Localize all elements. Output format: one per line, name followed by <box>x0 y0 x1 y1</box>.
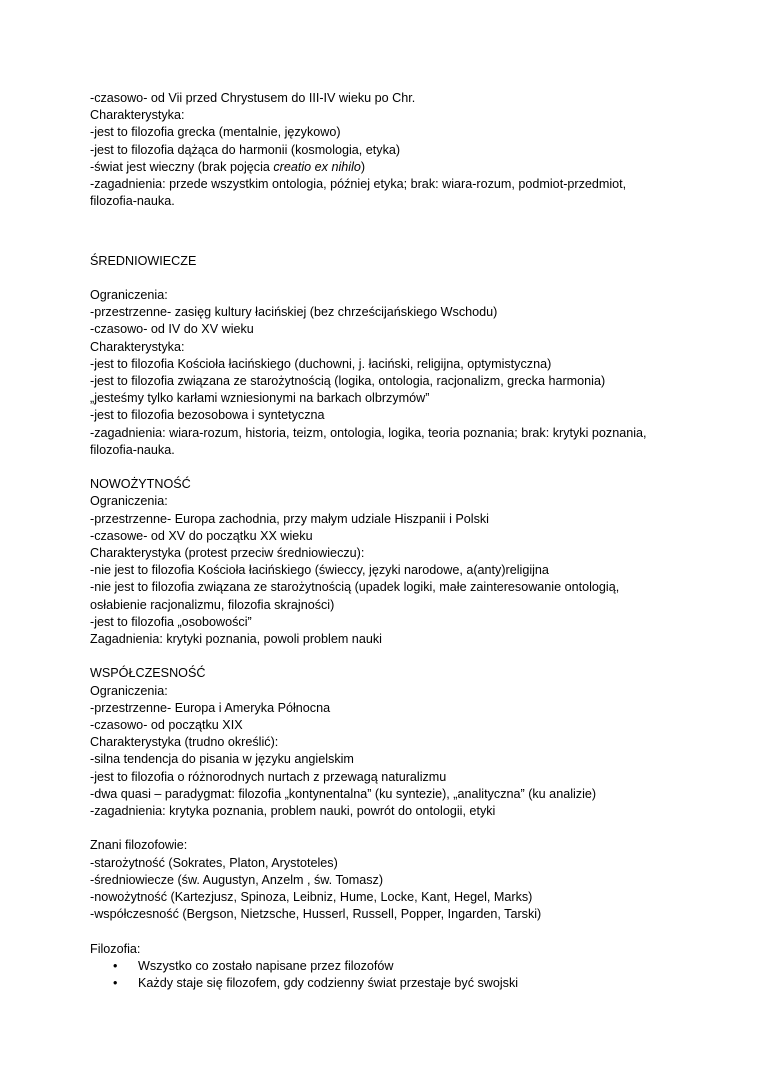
intro-line: Charakterystyka: <box>90 108 185 123</box>
section-line: Ograniczenia: <box>90 683 168 698</box>
list-item-text: Wszystko co zostało napisane przez filozofów <box>138 958 394 973</box>
section-line: -przestrzenne- Europa zachodnia, przy małym udziale Hiszpanii i Polski <box>90 511 489 526</box>
section-line: -starożytność (Sokrates, Platon, Arystoteles) <box>90 855 338 870</box>
section-line: -jest to filozofia Kościoła łacińskiego (duchowni, j. łaciński, religijna, optymistyczna) <box>90 356 552 371</box>
intro-line: -zagadnienia: przede wszystkim ontologia, później etyka; brak: wiara-rozum, podmiot-przedmiot, <box>90 177 627 192</box>
section-line: -silna tendencja do pisania w języku angielskim <box>90 752 354 767</box>
section-line: -czasowo- od IV do XV wieku <box>90 322 254 337</box>
section-line: -jest to filozofia bezosobowa i syntetyczna <box>90 408 325 423</box>
spacer <box>90 648 690 665</box>
bullet-icon: • <box>113 976 118 991</box>
section-line: Ograniczenia: <box>90 494 168 509</box>
spacer <box>90 459 690 476</box>
section-heading-sredniowiecze: ŚREDNIOWIECZE <box>90 253 197 268</box>
section-heading-wspolczesnosc: WSPÓŁCZESNOŚĆ <box>90 666 206 681</box>
section-line: -zagadnienia: wiara-rozum, historia, teizm, ontologia, logika, teoria poznania; brak: krytyki poznania, <box>90 425 647 440</box>
section-line: -średniowiecze (św. Augustyn, Anzelm , św. Tomasz) <box>90 872 384 887</box>
bullet-list <box>90 958 690 992</box>
intro-text: ) <box>360 159 366 174</box>
intro-line: -czasowo- od Vii przed Chrystusem do III-IV wieku po Chr. <box>90 91 416 105</box>
section-line: Ograniczenia: <box>90 288 168 302</box>
section-line: -przestrzenne- Europa i Ameryka Północna <box>90 700 331 715</box>
list-item <box>90 975 690 992</box>
section-line: -współczesność (Bergson, Nietzsche, Husserl, Russell, Popper, Ingarden, Tarski) <box>90 907 542 922</box>
intro-line: -jest to filozofia dążąca do harmonii (kosmologia, etyka) <box>90 142 401 157</box>
section-line: -czasowe- od XV do początku XX wieku <box>90 528 313 543</box>
spacer <box>90 820 690 837</box>
section-line: -nie jest to filozofia Kościoła łacińskiego (świeccy, języki narodowe, a(anty)religijna <box>90 563 549 578</box>
list-item-text: Każdy staje się filozofem, gdy codzienny świat przestaje być swojski <box>138 976 519 991</box>
intro-line <box>90 159 690 176</box>
section-line: Charakterystyka (protest przeciw średniowieczu): <box>90 546 365 561</box>
section-line: -jest to filozofia o różnorodnych nurtach z przewagą naturalizmu <box>90 769 447 784</box>
spacer <box>90 210 690 227</box>
section-line: Charakterystyka: <box>90 339 185 354</box>
section-heading-nowozytnosc: NOWOŻYTNOŚĆ <box>90 477 191 492</box>
section-line: -dwa quasi – paradygmat: filozofia „kontynentalna” (ku syntezie), „analityczna” (ku analizie) <box>90 786 597 801</box>
section-line: -jest to filozofia związana ze starożytnością (logika, ontologia, racjonalizm, grecka harmonia) <box>90 374 606 389</box>
spacer <box>90 228 690 253</box>
bullet-icon: • <box>113 958 118 973</box>
latin-term: creatio ex nihilo <box>273 159 361 174</box>
section-line: Charakterystyka (trudno określić): <box>90 735 279 750</box>
document-body <box>90 90 690 992</box>
section-line: -nowożytność (Kartezjusz, Spinoza, Leibniz, Hume, Locke, Kant, Hegel, Marks) <box>90 890 533 905</box>
intro-line: filozofia-nauka. <box>90 194 175 209</box>
section-line: -zagadnienia: krytyka poznania, problem nauki, powrót do ontologii, etyki <box>90 804 496 819</box>
intro-text: -świat jest wieczny (brak pojęcia <box>90 159 274 174</box>
section-line: -jest to filozofia „osobowości” <box>90 614 252 629</box>
section-line: osłabienie racjonalizmu, filozofia skrajności) <box>90 597 335 612</box>
section-line: filozofia-nauka. <box>90 442 175 457</box>
spacer <box>90 923 690 940</box>
section-line: Zagadnienia: krytyki poznania, powoli problem nauki <box>90 632 382 647</box>
list-item <box>90 958 690 975</box>
section-line: -nie jest to filozofia związana ze starożytnością (upadek logiki, małe zainteresowanie ontologią, <box>90 580 620 595</box>
quote-line: „jesteśmy tylko karłami wzniesionymi na barkach olbrzymów” <box>90 391 430 406</box>
section-heading-filozofia: Filozofia: <box>90 941 141 956</box>
section-line: -czasowo- od początku XIX <box>90 718 243 733</box>
section-line: -przestrzenne- zasięg kultury łacińskiej (bez chrześcijańskiego Wschodu) <box>90 305 498 320</box>
section-heading-filozofowie: Znani filozofowie: <box>90 838 188 853</box>
intro-line: -jest to filozofia grecka (mentalnie, językowo) <box>90 125 341 140</box>
spacer <box>90 270 690 287</box>
